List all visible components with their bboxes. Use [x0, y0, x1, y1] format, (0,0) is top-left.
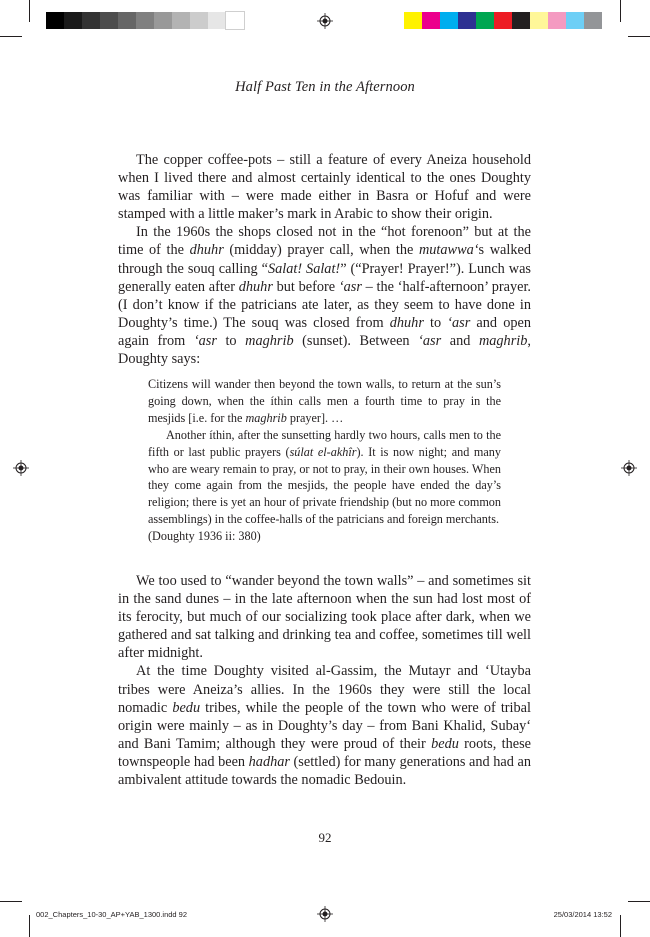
- paragraph: In the 1960s the shops closed not in the “hot forenoon” but at the time of the dhuhr (midday) prayer call, when the mutawwa‘s walked through the souq calling “Salat! Salat!” (“Prayer! Prayer!”). Lunch was generally eaten after dhuhr but before ‘asr – the ‘half-afternoon’ prayer. (I don’t know if the patricians ate later, as they seem to have done in Doughty’s time.) The souq was closed from dhuhr to ‘asr and open again from ‘asr to maghrib (sunset). Between ‘asr and maghrib, Doughty says:: [118, 224, 531, 368]
- registration-mark-icon: [13, 460, 29, 476]
- color-swatch: [422, 12, 440, 29]
- color-swatch: [584, 12, 602, 29]
- color-swatch: [190, 12, 208, 29]
- page-number: 92: [318, 830, 332, 845]
- registration-mark-icon: [621, 460, 637, 476]
- color-swatch: [440, 12, 458, 29]
- color-swatch: [458, 12, 476, 29]
- color-swatch: [136, 12, 154, 29]
- color-swatch: [494, 12, 512, 29]
- color-swatch: [172, 12, 190, 29]
- quote-paragraph: Citizens will wander then beyond the town walls, to return at the sun’s going down, when the íthin calls men a fourth time to pray in the mesjids [i.e. for the maghrib prayer]. …: [148, 377, 501, 425]
- color-swatch: [100, 12, 118, 29]
- quote-paragraph: Another íthin, after the sunsetting hardly two hours, calls men to the fifth or last public prayers (súlat el-akhîr). It is now night; and many who are weary remain to pray, or not to pray, in their own houses. When they come again from the mesjids, the people have ended the day’s religion; there is yet an hour of private friendship (but no more common assemblings) in the coffee-halls of the patricians and foreign merchants.: [148, 427, 501, 527]
- slug-filename: 002_Chapters_10-30_AP+YAB_1300.indd 92: [36, 910, 188, 919]
- paragraph: At the time Doughty visited al-Gassim, the Mutayr and ‘Utayba tribes were Aneiza’s allies. In the 1960s they were still the local nomadic bedu tribes, while the people of the town who were of tribal origin were mainly – as in Doughty’s day – from Bani Khalid, Subay‘ and Bani Tamim; although they were proud of their bedu roots, these townspeople had been hadhar (settled) for many generations and had an ambivalent attitude towards the nomadic Bedouin.: [118, 663, 531, 789]
- color-swatch: [46, 12, 64, 29]
- color-swatch: [476, 12, 494, 29]
- color-swatch: [512, 12, 530, 29]
- block-quote: [148, 376, 501, 545]
- quote-paragraph: (Doughty 1936 ii: 380): [148, 529, 261, 544]
- color-swatch: [64, 12, 82, 29]
- registration-mark-icon: [317, 906, 333, 922]
- color-swatch: [226, 12, 244, 29]
- color-swatch: [548, 12, 566, 29]
- color-swatch: [530, 12, 548, 29]
- slug-timestamp: 25/03/2014 13:52: [553, 910, 612, 919]
- registration-mark-icon: [317, 13, 333, 29]
- body-text-top: [118, 151, 531, 368]
- running-header: Half Past Ten in the Afternoon: [235, 79, 415, 95]
- color-swatch: [82, 12, 100, 29]
- paragraph: We too used to “wander beyond the town walls” – and sometimes sit in the sand dunes – in the late afternoon when the sun had lost most of its ferocity, but much of our socializing took place after dark, when we gathered and sat talking and drinking tea and coffee, sometimes till well after midnight.: [118, 573, 531, 662]
- color-swatch: [566, 12, 584, 29]
- paragraph: The copper coffee-pots – still a feature of every Aneiza household when I lived there and almost certainly identical to the ones Doughty was familiar with – were made either in Basra or Hofuf and were stamped with a little maker’s mark in Arabic to show their origin.: [118, 152, 531, 223]
- color-swatch: [154, 12, 172, 29]
- color-swatch: [404, 12, 422, 29]
- color-swatch: [118, 12, 136, 29]
- color-swatch: [208, 12, 226, 29]
- body-text-bottom: [118, 572, 531, 789]
